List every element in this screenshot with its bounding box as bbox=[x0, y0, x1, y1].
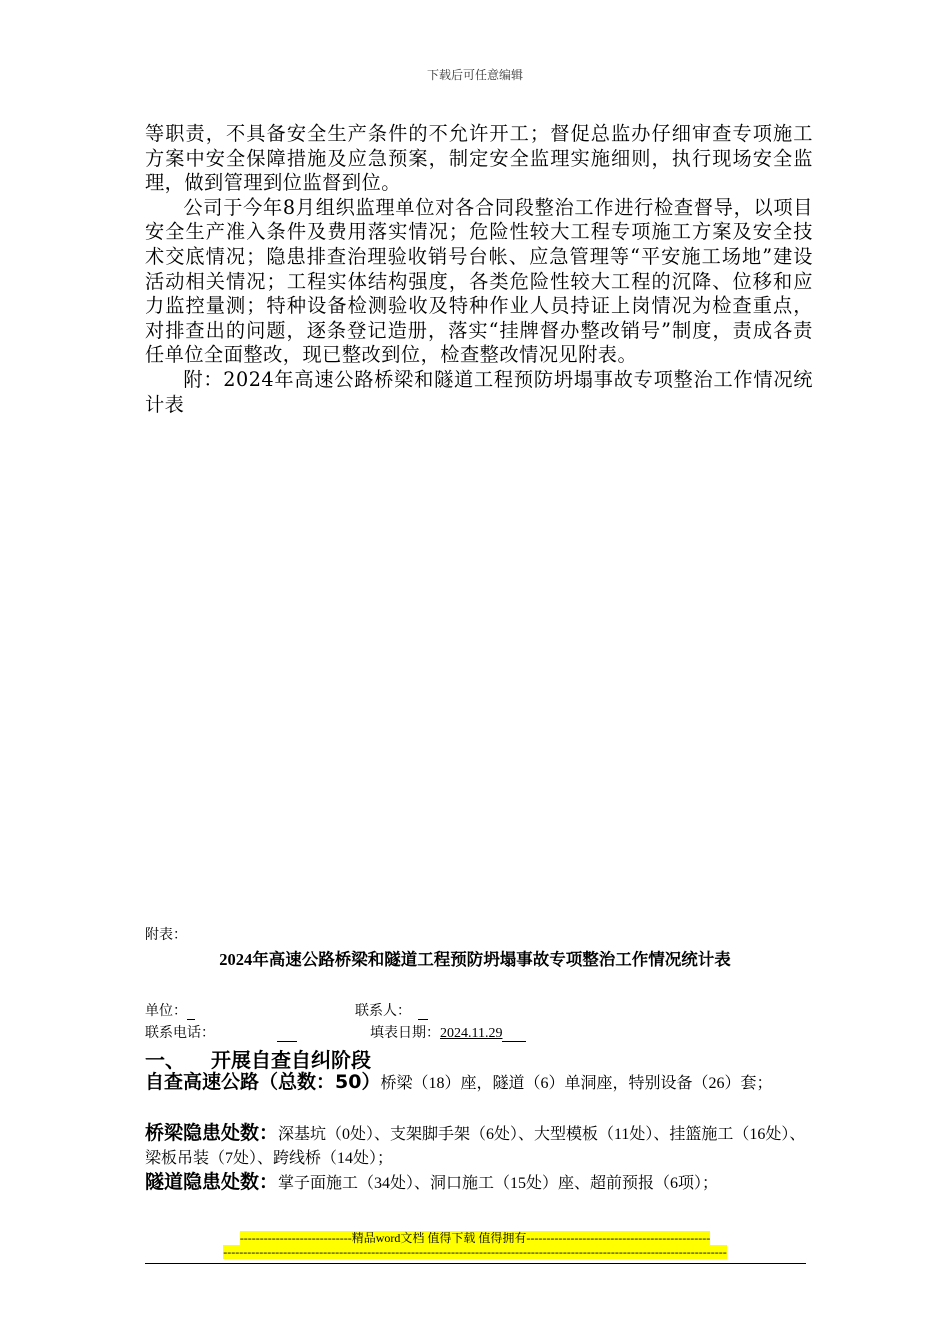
section-title: 开展自查自纠阶段 bbox=[211, 1048, 371, 1072]
unit-label: 单位： bbox=[145, 1004, 187, 1019]
footer-ad-line-2: ------------------------------------------------------------------------------------------------------------------------------ bbox=[223, 1245, 727, 1259]
body-text bbox=[145, 122, 813, 417]
header-note: 下载后可任意编辑 bbox=[426, 68, 523, 82]
item-bridge-hazards bbox=[145, 1121, 815, 1171]
contact-blank bbox=[418, 1003, 428, 1020]
paragraph-continuation: 等职责，不具备安全生产条件的不允许开工；督促总监办仔细审查专项施工方案中安全保障措施及应急预案，制定安全监理实施细则，执行现场安全监理，做到管理到位监督到位。 bbox=[145, 122, 813, 195]
phone-label: 联系电话： bbox=[145, 1026, 215, 1041]
date-label: 填表日期： bbox=[370, 1026, 440, 1041]
footer-rule bbox=[145, 1263, 806, 1264]
paragraph-attachment-note: 附：2024年高速公路桥梁和隧道工程预防坍塌事故专项整治工作情况统计表 bbox=[145, 367, 813, 416]
item-label: 桥梁隐患处数： bbox=[145, 1122, 279, 1144]
paragraph-inspection: 公司于今年8月组织监理单位对各合同段整治工作进行检查督导，以项目安全生产准入条件及费用落实情况；危险性较大工程专项施工方案及安全技术交底情况；隐患排查治理验收销号台帐、应急管理等“平安施工场地”建设活动相关情况；工程实体结构强度，各类危险性较大工程的沉降、位移和应力监控量测；特种设备检测验收及特种作业人员持证上岗情况为检查重点，对排查出的问题，逐条登记造册，落实“挂牌督办整改销号”制度，责成各责任单位全面整改，现已整改到位，检查整改情况见附表。 bbox=[145, 195, 813, 367]
contact-field bbox=[355, 1000, 428, 1020]
date-field bbox=[370, 1022, 526, 1042]
appendix-label: 附表： bbox=[145, 927, 187, 943]
contact-label: 联系人： bbox=[355, 1004, 411, 1019]
unit-blank bbox=[187, 1003, 195, 1020]
item-label: 自查高速公路（总数：50） bbox=[145, 1071, 381, 1093]
item-label: 隧道隐患处数： bbox=[145, 1171, 279, 1193]
item-text: 桥梁（18）座，隧道（6）单洞座，特别设备（26）套； bbox=[380, 1075, 773, 1092]
date-value: 2024.11.29 bbox=[440, 1026, 503, 1041]
section-heading bbox=[145, 1044, 371, 1073]
item-text: 掌子面施工（34处）、洞口施工（15处）座、超前预报（6项）； bbox=[278, 1175, 719, 1192]
section-number: 一、 bbox=[145, 1048, 185, 1072]
unit-field bbox=[145, 1000, 195, 1020]
item-text: 深基坑（0处）、支架脚手架（6处）、大型模板（11处）、挂篮施工（16处）、梁板吊装（7处）、跨线桥（14处）； bbox=[145, 1126, 806, 1167]
phone-blank bbox=[277, 1025, 297, 1042]
item-tunnel-hazards bbox=[145, 1170, 815, 1196]
phone-field bbox=[145, 1022, 297, 1042]
item-self-check bbox=[145, 1070, 815, 1096]
table-title: 2024年高速公路桥梁和隧道工程预防坍塌事故专项整治工作情况统计表 bbox=[219, 950, 731, 969]
footer-ad-line-1: ----------------------------精品word文档 值得下载 值得拥有---------------------------------------------- bbox=[239, 1231, 711, 1245]
